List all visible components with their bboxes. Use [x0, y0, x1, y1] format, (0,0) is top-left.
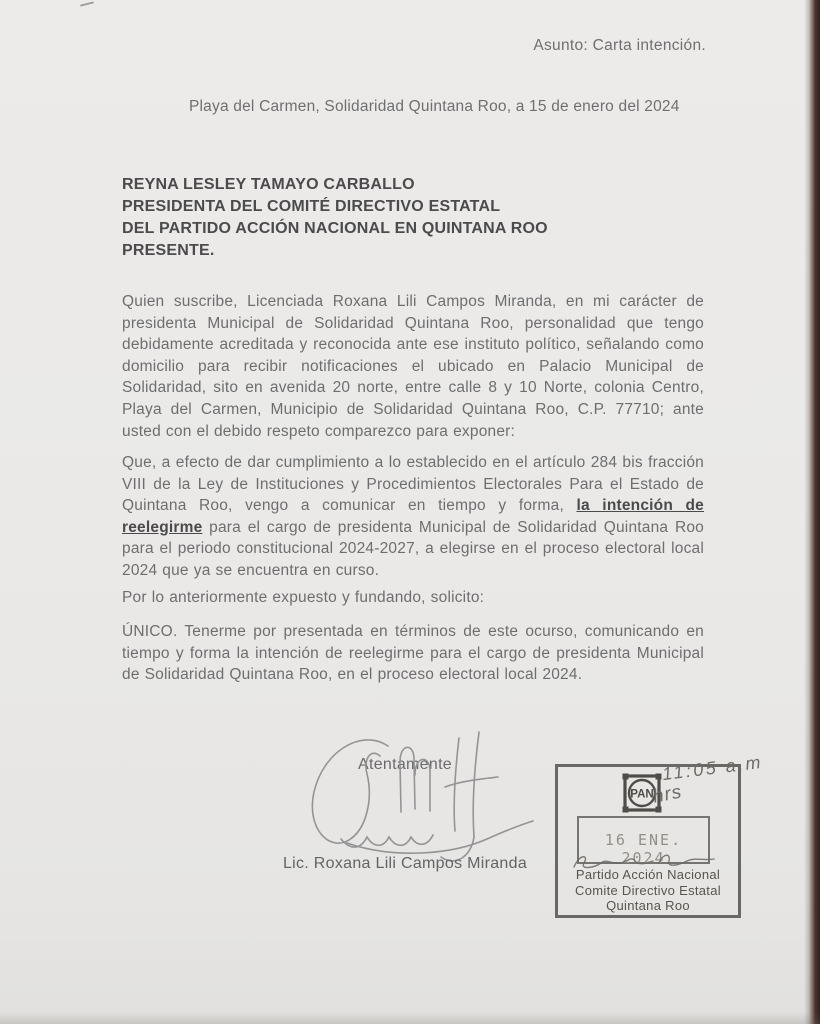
stamp-line-committee: Comite Directivo Estatal: [575, 882, 721, 898]
recipient-salutation: PRESENTE.: [122, 242, 215, 259]
pan-reception-stamp: [555, 764, 741, 918]
subject-line: Asunto: Carta intención.: [533, 37, 706, 54]
paragraph-intention-pre: Que, a efecto de dar cumplimiento a lo establecido en el artículo 284 bis fracción VIII de la Ley de Instituciones y Procedimientos Electorales Para el Estado de Quintana Roo, vengo a comunicar en tiempo y forma,: [122, 454, 704, 515]
recipient-block: [122, 174, 548, 262]
recipient-name: REYNA LESLEY TAMAYO CARBALLO: [122, 176, 415, 193]
stamp-date: 16 ENE. 2024: [604, 831, 683, 867]
stamp-line-party: Partido Acción Nacional: [575, 867, 721, 882]
paragraph-intention-post: para el cargo de presidenta Municipal de Solidaridad Quintana Roo para el periodo constitucional 2024-2027, a elegirse en el proceso electoral local 2024 que ya se encuentra en curso.: [122, 518, 704, 579]
scan-artifact-mark: [80, 1, 94, 6]
paragraph-request-intro: Por lo anteriormente expuesto y fundando, solicito:: [122, 589, 485, 606]
stamp-text-block: [558, 867, 738, 914]
recipient-title-2: DEL PARTIDO ACCIÓN NACIONAL EN QUINTANA ROO: [122, 220, 548, 237]
paragraph-introduction: Quien suscribe, Licenciada Roxana Lili Campos Miranda, en mi carácter de presidenta Municipal de Solidaridad Quintana Roo, personalidad que tengo debidamente acreditada y reconocida ante ese instituto político, señalando como domicilio para recibir notificaciones el ubicado en Palacio Municipal de Solidaridad, sito en avenida 20 norte, entre calle 8 y 10 Norte, colonia Centro, Playa del Carmen, Municipio de Solidaridad Quintana Roo, C.P. 77710; ante usted con el debido respeto comparezco para exponer:: [122, 293, 704, 440]
photo-edge-right: [804, 0, 820, 1024]
date-place-line: Playa del Carmen, Solidaridad Quintana Roo, a 15 de enero del 2024: [189, 98, 680, 115]
signer-name: Lic. Roxana Lili Campos Miranda: [282, 855, 528, 872]
photo-edge-bottom: [0, 1012, 820, 1024]
svg-text:PAN: PAN: [630, 788, 654, 801]
stamp-line-state: Quintana Roo: [606, 898, 690, 913]
handwritten-signature: [283, 726, 538, 874]
paragraph-intention-emphasis: la intención de reelegirme: [122, 497, 704, 536]
paragraph-intention: [122, 452, 704, 582]
closing-word: Atentamente: [357, 756, 453, 773]
handwritten-hrs: hrs: [651, 781, 685, 808]
recipient-title-1: PRESIDENTA DEL COMITÉ DIRECTIVO ESTATAL: [122, 198, 501, 215]
handwritten-time: 11:05 a.m: [661, 751, 764, 785]
paragraph-unico: ÚNICO. Tenerme por presentada en términos de este ocurso, comunicando en tiempo y forma la intención de reelegirme para el cargo de presidenta Municipal de Solidaridad Quintana Roo, en el proceso electoral local 2024.: [122, 623, 704, 684]
